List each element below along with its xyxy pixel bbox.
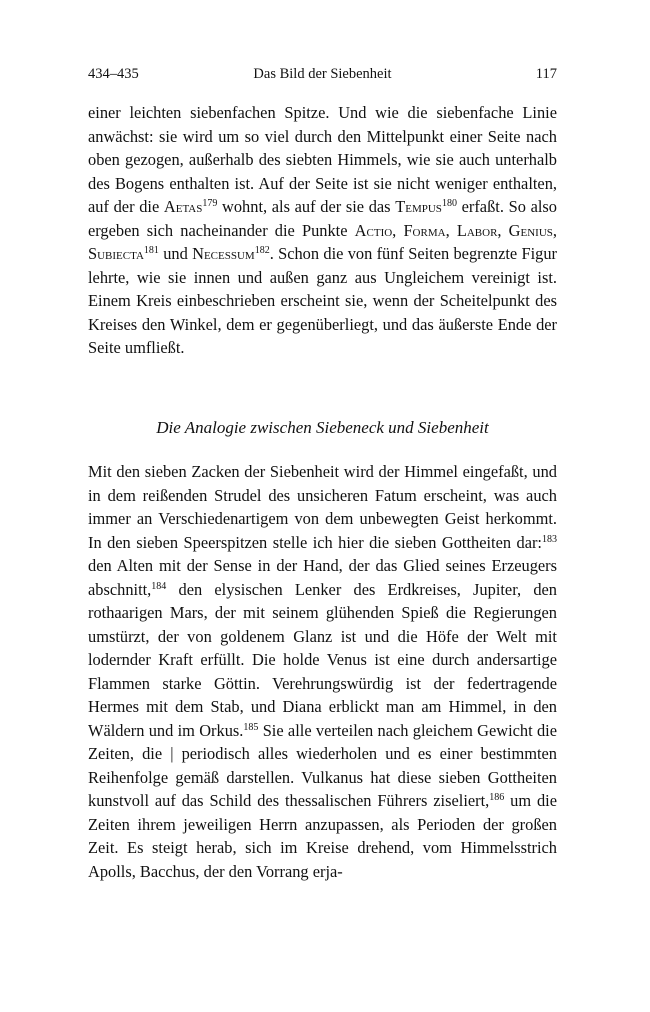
footnote-ref-184: 184 (151, 580, 167, 592)
term-tempus: Tempus (395, 197, 442, 216)
paragraph-2-text (88, 460, 557, 883)
page-number: 117 (535, 66, 557, 82)
footnote-ref-183: 183 (542, 533, 557, 545)
footnote-ref-181: 181 (143, 245, 159, 256)
footnote-ref-185: 185 (243, 721, 259, 733)
term-labor: Labor (456, 220, 498, 240)
footnote-ref-180: 180 (441, 198, 457, 209)
page-range: 434–435 (88, 66, 139, 82)
paragraph-1 (88, 101, 557, 360)
text-run: und (158, 244, 193, 263)
text-run: , (552, 220, 558, 240)
footnote-ref-179: 179 (202, 198, 218, 209)
paragraph-2 (88, 460, 557, 883)
term-aetas: Aetas (163, 197, 203, 216)
running-title: Das Bild der Siebenheit (253, 66, 392, 82)
section-heading: Die Analogie zwischen Siebeneck und Siebenheit (156, 418, 489, 437)
term-subiecta: Subiecta (88, 244, 144, 263)
text-run: wohnt, als auf der sie das (217, 197, 396, 216)
footnote-ref-182: 182 (254, 245, 270, 256)
running-head (88, 66, 557, 86)
term-actio: Actio (354, 220, 393, 240)
paragraph-1-text (88, 101, 557, 360)
text-run: , (445, 220, 457, 240)
term-forma: Forma (403, 220, 446, 240)
text-run: den Alten mit der Sense in der Hand, der das Glied seines Erzeugers abschnitt, (88, 556, 557, 599)
book-page (88, 0, 557, 1012)
text-run: . Schon die von fünf Seiten begrenzte Figur lehrte, wie sie innen und außen ganz aus Ungleichem vereinigt ist. Einem Kreis einbeschrieben erscheint sie, wenn der Scheitelpunkt des Kreises den Winkel, dem er gegenüberliegt, und das äußerste Ende der Seite umfließt. (88, 244, 557, 357)
text-run: den elysischen Lenker des Erdkreises, Jupiter, den rothaarigen Mars, der mit seinem glühenden Spieß die Regierungen umstürzt, der von goldenem Glanz ist und die Höfe der Welt mit lodernder Kraft erfüllt. Die holde Venus ist eine durch andersartige Flammen starke Göttin. Verehrungswürdig ist der federtragende Hermes mit dem Stab, und Diana erblickt man am Himmel, in den Wäldern und im Orkus. (88, 579, 557, 740)
term-necessum: Necessum (192, 244, 255, 263)
text-run: Mit den sieben Zacken der Siebenheit wird der Himmel eingefaßt, und in dem reißenden Strudel des unsicheren Fatum erscheint, was auch immer an Verschiedenartigem von dem unbewegten Geist herkommt. In den sieben Speerspitzen stelle ich hier die sieben Gottheiten dar: (88, 462, 557, 552)
text-run: um die Zeiten ihrem jeweiligen Herrn anzupassen, als Perioden der großen Zeit. Es steigt herab, sich im Kreise drehend, vom Himmelsstrich Apolls, Bacchus, der den Vorrang erja- (88, 791, 558, 881)
text-run: Sie alle verteilen nach gleichem Gewicht die Zeiten, die | periodisch alles wiederholen und es einer bestimmten Reihenfolge gemäß darstellen. Vulkanus hat diese sieben Gottheiten kunstvoll auf das Schild des thessalischen Führers ziseliert, (88, 720, 557, 810)
footnote-ref-186: 186 (489, 792, 505, 803)
text-run: , (392, 220, 404, 240)
text-run: einer leichten siebenfachen Spitze. Und wie die siebenfache Linie anwächst: sie wird um so viel durch den Mittelpunkt einer Seite nach oben gezogen, außerhalb des siebten Himmels, wie sie auch unterhalb des Bogens enthalten ist. Auf der Seite ist sie nicht weniger enthalten, auf der die (88, 103, 557, 216)
text-run: erfaßt. So also ergeben sich nacheinander die Punkte (88, 197, 557, 240)
term-genius: Genius (508, 220, 553, 240)
text-run: , (497, 220, 509, 240)
